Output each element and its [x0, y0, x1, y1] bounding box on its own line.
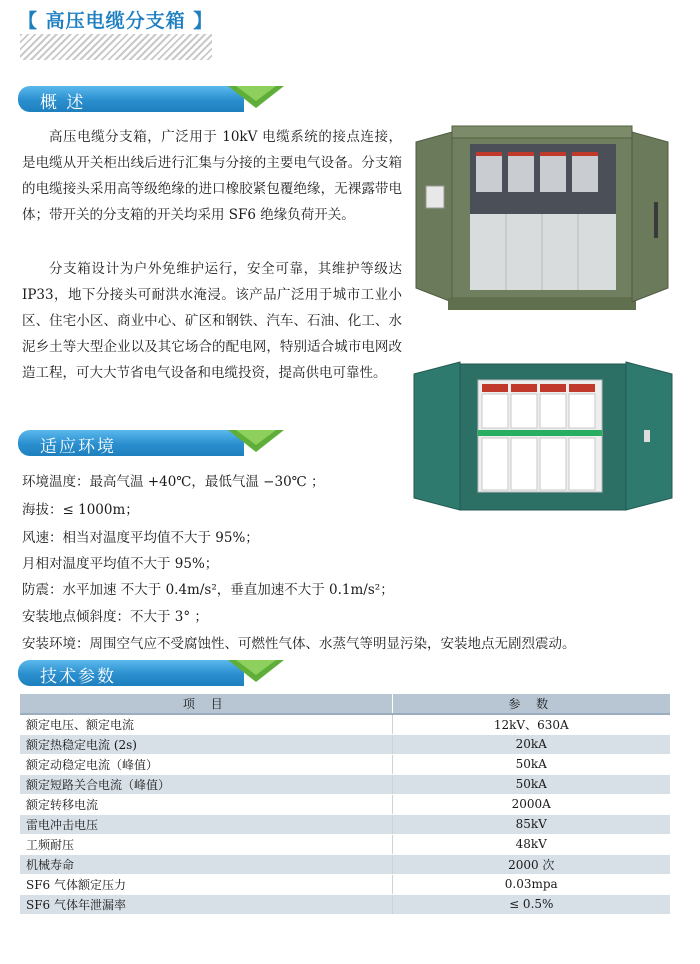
row-value: 2000 次 — [392, 854, 670, 874]
row-item: SF6 气体年泄漏率 — [20, 894, 392, 914]
row-value: 50kA — [392, 754, 670, 774]
env-wind: 风速：相当对温度平均值不大于 95%； — [22, 530, 259, 546]
teal-cabinet-illustration — [412, 354, 674, 520]
env-temperature: 环境温度：最高气温 +40℃，最低气温 −30℃ ； — [22, 474, 325, 490]
section-heading-overview: 概 述 — [40, 93, 86, 113]
page-title: 【 高压电缆分支箱 】 — [18, 10, 214, 32]
row-item: 额定电压、额定电流 — [20, 714, 392, 734]
photo-teal-branch-box — [412, 354, 674, 520]
overview-paragraph-1: 高压电缆分支箱，广泛用于 10kV 电缆系统的接点连接，是电缆从开关柜出线后进行汇集与分接的主要电气设备。分支箱的电缆接头采用高等级绝缘的进口橡胶紧包覆绝缘，无裸露带电体；带开关的分支箱的开关均采用 SF6 绝缘负荷开关。 — [22, 129, 402, 223]
row-value: 0.03mpa — [392, 874, 670, 894]
table-row — [20, 794, 670, 814]
env-seismic: 防震：水平加速 不大于 0.4m/s²，垂直加速不大于 0.1m/s²； — [22, 582, 394, 598]
table-row — [20, 814, 670, 834]
section-header-environment — [18, 430, 270, 456]
col-header-item: 项 目 — [20, 694, 392, 714]
table-row — [20, 754, 670, 774]
table-header-row — [20, 694, 670, 714]
row-item: 工频耐压 — [20, 834, 392, 854]
row-value: 50kA — [392, 774, 670, 794]
row-item: 额定动稳定电流（峰值） — [20, 754, 392, 774]
row-item: SF6 气体额定压力 — [20, 874, 392, 894]
title-stripe-decoration — [20, 34, 212, 60]
table-row — [20, 854, 670, 874]
table-row — [20, 714, 670, 734]
row-value: 2000A — [392, 794, 670, 814]
row-item: 雷电冲击电压 — [20, 814, 392, 834]
env-altitude: 海拔：≤ 1000m； — [22, 502, 139, 518]
header-arrow-highlight-icon — [236, 430, 276, 445]
section-header-specs — [18, 660, 270, 686]
spec-table — [20, 694, 670, 915]
table-row — [20, 874, 670, 894]
section-heading-specs: 技术参数 — [40, 667, 116, 687]
env-humidity: 月相对温度平均值不大于 95%； — [22, 556, 219, 572]
env-inclination: 安装地点倾斜度：不大于 3° ； — [22, 609, 208, 625]
table-row — [20, 774, 670, 794]
row-value: 20kA — [392, 734, 670, 754]
overview-paragraph-2: 分支箱设计为户外免维护运行，安全可靠，其维护等级达 IP33，地下分接头可耐洪水淹浸。该产品广泛用于城市工业小区、住宅小区、商业中心、矿区和钢铁、汽车、石油、化工、水泥乡土等大型企业以及其它场合的配电网，特别适合城市电网改造工程，可大大节省电气设备和电缆投资，提高供电可靠性。 — [22, 261, 402, 381]
section-heading-environment: 适应环境 — [40, 437, 116, 457]
row-value: ≤ 0.5% — [392, 894, 670, 914]
section-header-overview — [18, 86, 270, 112]
row-value: 85kV — [392, 814, 670, 834]
row-item: 机械寿命 — [20, 854, 392, 874]
row-item: 额定热稳定电流 (2s) — [20, 734, 392, 754]
table-row — [20, 894, 670, 914]
env-installation: 安装环境：周围空气应不受腐蚀性、可燃性气体、水蒸气等明显污染，安装地点无剧烈震动。 — [22, 636, 576, 652]
row-item: 额定转移电流 — [20, 794, 392, 814]
row-value: 12kV、630A — [392, 714, 670, 734]
header-arrow-highlight-icon — [236, 660, 276, 675]
row-item: 额定短路关合电流（峰值） — [20, 774, 392, 794]
photo-olive-branch-box — [412, 122, 674, 318]
olive-cabinet-illustration — [412, 122, 674, 318]
table-row — [20, 834, 670, 854]
row-value: 48kV — [392, 834, 670, 854]
table-row — [20, 734, 670, 754]
col-header-value: 参 数 — [392, 694, 670, 714]
header-arrow-highlight-icon — [236, 86, 276, 101]
